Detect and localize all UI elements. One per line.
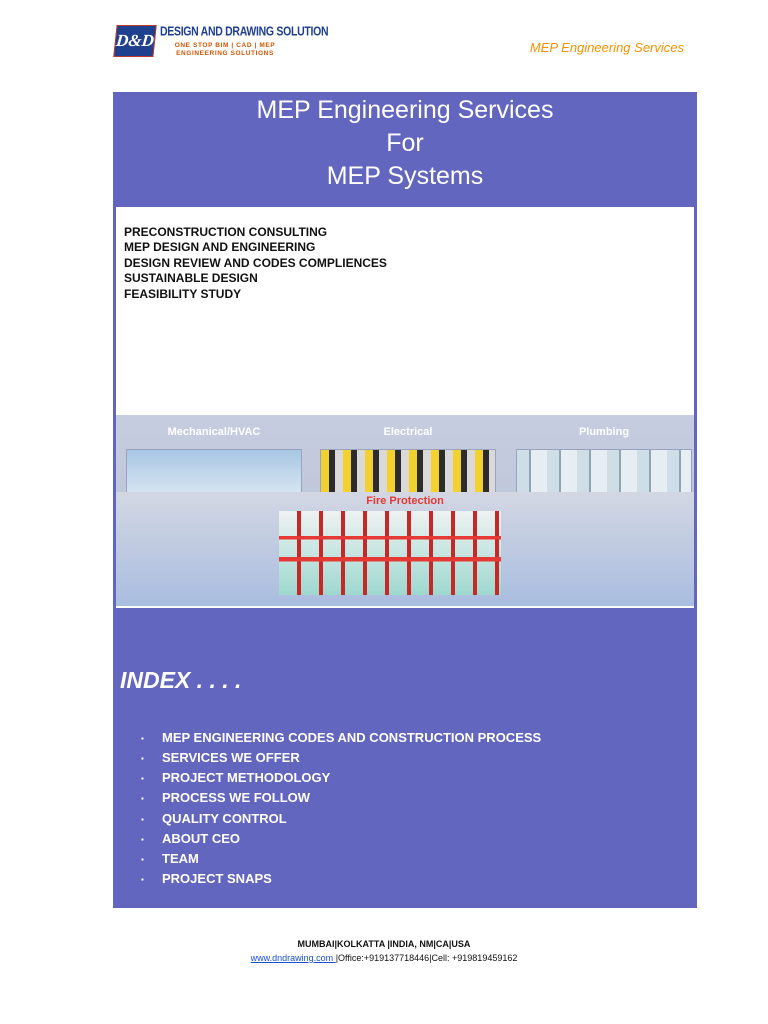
footer-contact-line [0,951,768,965]
footer-phone-numbers: |Office:+919137718446|Cell: +919819459162 [335,953,518,963]
company-logo-icon: D&D [113,25,156,57]
index-item: ▪ PROJECT SNAPS [141,869,541,889]
bullet-icon: ▪ [141,814,144,824]
bullet-icon: ▪ [141,834,144,844]
bullet-icon: ▪ [141,875,144,885]
bullet-icon: ▪ [141,854,144,864]
hero-title [113,94,697,193]
system-label-plumbing: Plumbing [578,426,630,438]
bullet-icon: ▪ [141,754,144,764]
index-title: INDEX . . . . [120,667,242,693]
company-tagline-1: ONE STOP BIM | CAD | MEP [174,42,276,49]
system-label-fire: Fire Protection [366,495,444,507]
brochure-panel [113,92,697,908]
bullet-icon: ▪ [141,794,144,804]
hero-title-line-1: MEP Engineering Services [256,96,554,124]
service-item: PRECONSTRUCTION CONSULTING [124,225,328,239]
header-title: MEP Engineering Services [529,40,684,55]
service-item: MEP DESIGN AND ENGINEERING [124,240,316,255]
index-item: ▪ QUALITY CONTROL [141,809,541,829]
company-tagline-2: ENGINEERING SOLUTIONS [176,50,274,57]
page-footer [0,937,768,965]
website-link[interactable]: www.dndrawing.com [250,953,336,963]
company-logo-text [160,24,328,58]
bullet-icon: ▪ [141,733,144,743]
service-item: DESIGN REVIEW AND CODES COMPLIENCES [124,255,387,270]
index-item: ▪ TEAM [141,849,541,869]
index-item: ▪ ABOUT CEO [141,829,541,849]
footer-locations: MUMBAI|KOLKATTA |INDIA, NM|CA|USA [297,939,471,949]
services-box [116,207,694,415]
fire-protection-photo [279,511,501,595]
system-label-mechanical: Mechanical/HVAC [167,426,261,438]
index-item: ▪ PROJECT METHODOLOGY [141,768,541,788]
index-item: ▪ MEP ENGINEERING CODES AND CONSTRUCTION PROCESS [141,728,541,748]
service-item: FEASIBILITY STUDY [124,286,242,301]
service-item: SUSTAINABLE DESIGN [124,271,258,286]
page-header [0,0,768,80]
index-item: ▪ SERVICES WE OFFER [141,748,541,768]
index-item: ▪ PROCESS WE FOLLOW [141,788,541,808]
hero-title-line-3: MEP Systems [326,162,484,190]
index-list [141,728,541,889]
system-label-electrical: Electrical [383,426,433,438]
bullet-icon: ▪ [141,774,144,784]
company-name: DESIGN AND DRAWING SOLUTION [160,24,329,39]
fire-protection-panel [116,492,694,608]
hero-title-line-2: For [386,129,424,157]
